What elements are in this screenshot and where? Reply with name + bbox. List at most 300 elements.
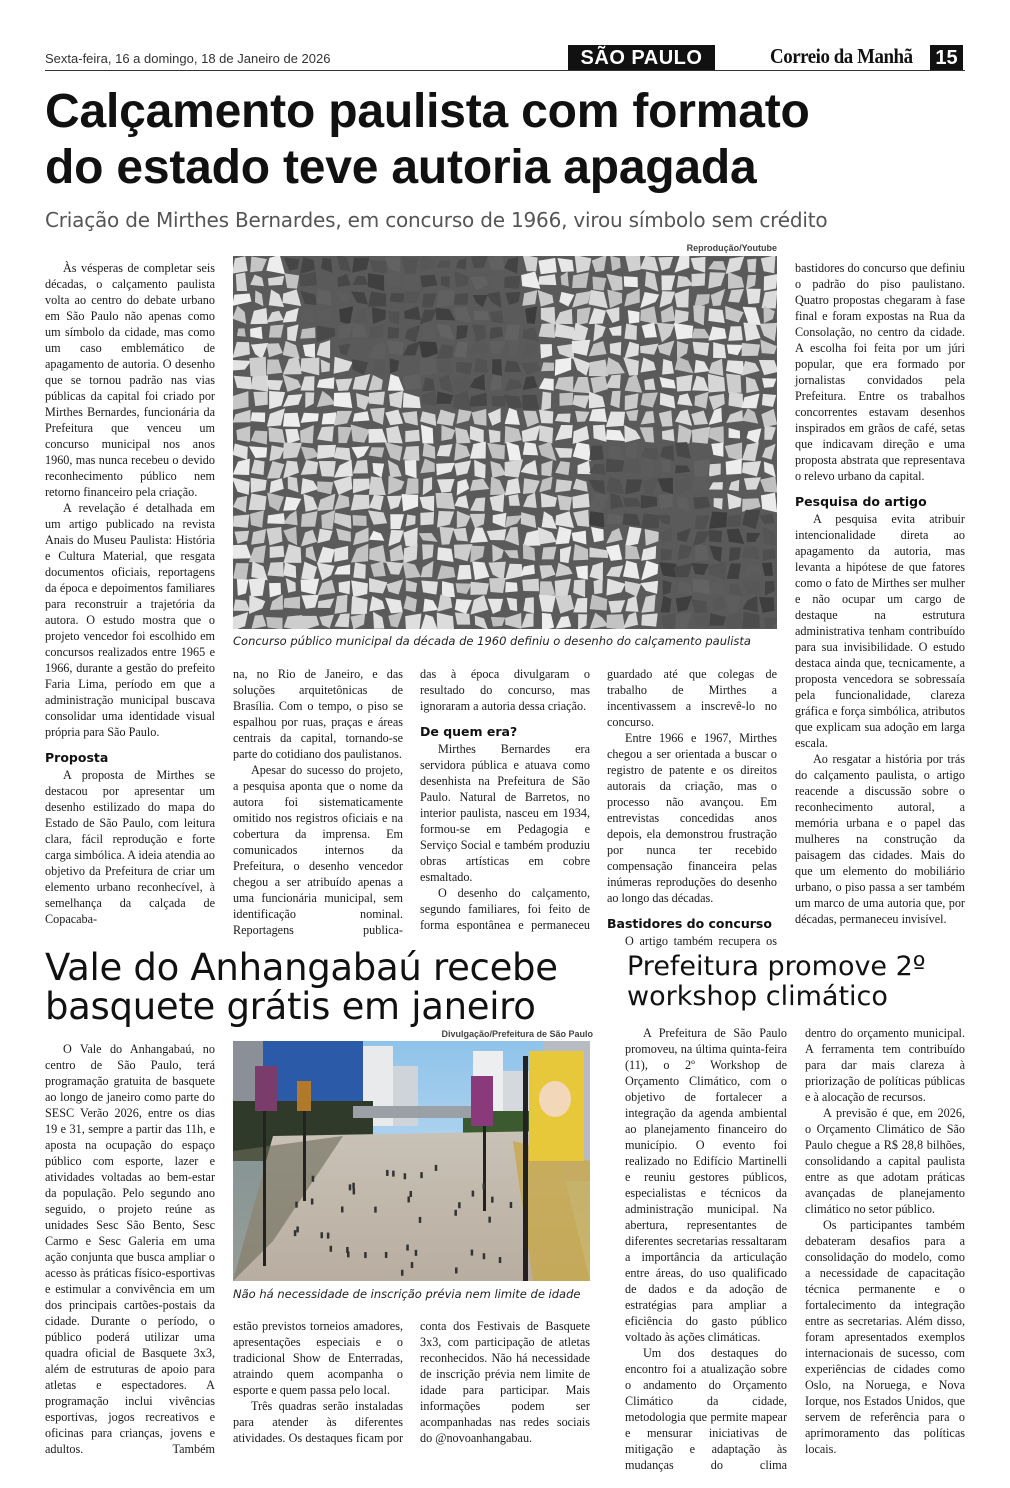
paragraph-continued: estão previstos torneios amadores, apresentações especiais e o tradicional Show de Enterradas, atraindo quem acompanha o esporte e quem passa pelo local. xyxy=(233,1319,403,1397)
cobblestone xyxy=(606,477,624,494)
cobblestone xyxy=(606,528,623,543)
cobblestone xyxy=(659,377,675,389)
cobblestone xyxy=(523,256,538,271)
cobblestone xyxy=(353,479,370,494)
cobblestone xyxy=(728,289,744,303)
cobblestone xyxy=(726,459,742,475)
cobblestone xyxy=(744,477,761,490)
paragraph: O artigo também recupera os xyxy=(625,934,777,948)
cobblestone xyxy=(556,616,572,629)
cobblestone xyxy=(351,580,368,597)
cobblestone xyxy=(301,447,319,460)
cobblestone xyxy=(625,581,641,597)
cobblestone xyxy=(352,446,370,458)
cobblestone xyxy=(269,289,284,307)
cobblestone xyxy=(726,612,744,629)
cobblestone xyxy=(470,276,488,290)
cobblestone xyxy=(509,494,520,505)
section-label: SÃO PAULO xyxy=(568,45,715,71)
cobblestone xyxy=(542,613,554,629)
cobblestone xyxy=(561,272,569,287)
cobblestone xyxy=(436,260,450,267)
cobblestone xyxy=(251,343,268,359)
paragraph-continued: na, no Rio de Janeiro, e das soluções arquitetônicas de Brasília. Com o tempo, o piso se espalhou por ruas, praças e áreas centrais da capital, tornando-se parte do cotidiano dos paulistanos. xyxy=(233,667,403,761)
cobblestone xyxy=(339,581,350,595)
cobblestone xyxy=(742,343,761,356)
cobblestone xyxy=(727,529,745,544)
cobblestone xyxy=(287,324,298,341)
cobblestone xyxy=(436,358,453,373)
paragraph-continued: das à época divulgaram o resultado do concurso, mas ignoraram a autoria dessa criação. xyxy=(420,667,590,713)
pedestrian xyxy=(353,1188,356,1194)
cobblestone xyxy=(555,376,574,392)
cobblestone xyxy=(641,613,657,626)
cobblestone xyxy=(662,359,674,375)
cobblestone xyxy=(421,561,434,577)
cobblestone xyxy=(454,342,468,358)
cobblestone xyxy=(337,274,350,287)
cobblestone xyxy=(317,481,333,494)
cobblestone xyxy=(676,596,693,612)
cobblestone xyxy=(353,528,368,546)
basketball-photo-credit: Divulgação/Prefeitura de São Paulo xyxy=(441,1029,593,1039)
cobblestone xyxy=(541,392,551,411)
cobblestone xyxy=(725,306,744,323)
cobblestone xyxy=(419,341,438,359)
cobblestone xyxy=(727,515,742,527)
cobblestone xyxy=(504,257,518,274)
cobblestone xyxy=(759,360,777,375)
cobblestone xyxy=(658,257,673,271)
cobblestone xyxy=(555,448,573,458)
cobblestone xyxy=(593,425,607,442)
cobblestone xyxy=(437,479,455,493)
cobblestone xyxy=(573,377,591,393)
cobblestone xyxy=(368,429,387,443)
main-subtitle: Criação de Mirthes Bernardes, em concurso de 1966, virou símbolo sem crédito xyxy=(45,208,828,232)
cobblestone xyxy=(317,529,332,544)
cobblestone xyxy=(250,256,267,272)
cobblestone xyxy=(390,544,405,561)
cobblestone xyxy=(251,529,266,545)
cobblestone xyxy=(761,256,776,273)
pedestrian xyxy=(312,1176,315,1182)
cobblestone xyxy=(573,395,590,408)
cobblestone xyxy=(522,395,539,410)
cobblestone xyxy=(625,479,642,494)
cobblestone xyxy=(726,256,745,274)
cobblestone xyxy=(321,359,330,372)
pedestrian xyxy=(311,1199,314,1205)
cobblestone xyxy=(386,426,403,444)
cobblestone xyxy=(334,460,353,478)
cobblestone xyxy=(406,580,417,592)
cobblestone xyxy=(490,494,505,512)
cobblestone xyxy=(249,545,266,563)
cobblestone xyxy=(508,340,520,357)
main-column-3 xyxy=(420,666,590,933)
cobblestone xyxy=(317,340,330,358)
pedestrian xyxy=(392,1171,395,1177)
cobblestone xyxy=(490,477,506,495)
cobblestone xyxy=(557,344,574,359)
cobblestone xyxy=(693,531,710,546)
pedestrian xyxy=(385,1252,388,1258)
cobblestone xyxy=(525,306,537,324)
cobblestone xyxy=(301,530,317,547)
cobblestone xyxy=(708,374,725,393)
paragraph: Os participantes também debateram desafios para a consolidação do modelo, como a necessidade de capacitação técnica permanente e o fortalecimento da integração entre as secretarias. Além disso, foram apresentados exemplos internacionais de sucesso, com experiências de cidades como Oslo, na Noruega, e Nova Iorque, nos Estados Unidos, que servem de referência para o aprimoramento das políticas locais. xyxy=(805,1218,965,1456)
cobblestone xyxy=(267,562,283,577)
cobblestone xyxy=(251,478,267,493)
cobblestone xyxy=(641,546,656,561)
cobblestone xyxy=(267,513,285,524)
section-subheading: Bastidores do concurso xyxy=(607,916,772,931)
cobblestone xyxy=(693,342,710,356)
cobblestone xyxy=(523,478,540,494)
cobblestone xyxy=(678,580,692,594)
cobblestone xyxy=(406,514,416,526)
cobblestone xyxy=(237,328,246,336)
cobblestone xyxy=(437,511,454,527)
cobblestone xyxy=(589,290,608,308)
cobblestone xyxy=(372,463,384,477)
cobblestone xyxy=(711,443,723,457)
pedestrian xyxy=(341,1206,344,1212)
cobblestone xyxy=(623,561,639,580)
cobblestone xyxy=(405,325,420,342)
cobblestone xyxy=(708,327,726,341)
cobblestone xyxy=(317,377,335,388)
cobblestone xyxy=(747,259,756,273)
cobblestone xyxy=(250,327,262,339)
cobblestone xyxy=(283,461,299,479)
cobblestone xyxy=(233,360,251,371)
cobblestone xyxy=(538,290,554,307)
cobblestone xyxy=(283,544,301,563)
cobblestone xyxy=(266,380,283,390)
cobblestone xyxy=(729,547,741,561)
cobblestone xyxy=(765,581,775,596)
pedestrian xyxy=(483,1253,486,1259)
cobblestone xyxy=(285,273,299,288)
cobblestone xyxy=(522,290,537,306)
header-divider xyxy=(45,70,965,71)
cobblestone xyxy=(555,414,571,423)
cobblestone xyxy=(606,375,621,389)
cobblestone xyxy=(589,464,605,475)
cobblestone xyxy=(492,359,502,376)
cobblestone xyxy=(493,513,507,528)
cobblestone xyxy=(269,478,283,493)
cobblestone xyxy=(590,613,609,629)
pedestrian xyxy=(510,1202,513,1208)
cobblestone xyxy=(283,497,301,511)
cobblestone xyxy=(488,408,501,426)
cobblestone xyxy=(709,512,727,529)
cobblestone xyxy=(368,510,387,524)
cobblestone xyxy=(589,408,607,422)
cobblestone xyxy=(390,358,399,373)
cobblestone xyxy=(573,510,589,527)
cobblestone xyxy=(645,272,658,292)
cobblestone xyxy=(317,391,336,407)
pedestrian xyxy=(401,1270,404,1276)
cobblestone xyxy=(319,615,334,628)
paragraph: A pesquisa evita atribuir intencionalidade direta ao apagamento da autoria, mas levanta a hipótese de que fatores como o fato de Mirthes ser mulher e não ocupar um cargo de destaque na estrutura administrativa tenham contribuído para sua invisibilidade. O estudo destaca ainda que, tecnicamente, a proposta vencedora se sobressaía pela funcionalidade, clareza gráfica e força simbólica, atributos que explicam sua adoção em larga escala. xyxy=(795,512,965,750)
cobblestone xyxy=(351,614,366,629)
cobblestone xyxy=(760,323,777,341)
cobblestone xyxy=(521,272,540,289)
cobblestone xyxy=(352,359,368,375)
paragraph: Entre 1966 e 1967, Mirthes chegou a ser orientada a buscar o registro de patente e os direitos autorais da criação, mas o processo não avançou. Em entrevistas concedidas anos depois, ela demonstrou frustração por nunca ter recebido compensação financeira pelas inúmeras reproduções do desenho ao longo das décadas. xyxy=(607,731,777,905)
cobblestone xyxy=(506,292,521,305)
cobblestone xyxy=(487,443,505,459)
cobblestone xyxy=(453,391,471,411)
cobblestone xyxy=(742,408,759,423)
cobblestone xyxy=(490,461,506,478)
cobblestone xyxy=(487,529,507,540)
cobblestone xyxy=(505,478,521,495)
pedestrian xyxy=(294,1230,297,1236)
cobblestone xyxy=(712,596,726,611)
cobblestone xyxy=(322,412,337,424)
pedestrian xyxy=(404,1173,407,1179)
cobblestone xyxy=(624,425,640,442)
cobblestone xyxy=(284,257,300,270)
cobblestone xyxy=(269,445,284,461)
cobblestone xyxy=(353,374,371,390)
cobblestone xyxy=(369,495,384,511)
cobblestone xyxy=(267,461,284,478)
cobblestone xyxy=(660,527,672,543)
cobblestone xyxy=(470,527,488,542)
cobblestone xyxy=(233,612,248,629)
cobblestone xyxy=(353,341,366,357)
cobblestone xyxy=(625,442,638,460)
cobblestone xyxy=(491,617,505,627)
cobblestone xyxy=(321,273,335,291)
cobblestone xyxy=(422,377,434,391)
cobblestone xyxy=(606,412,625,427)
cobblestone xyxy=(352,323,367,337)
cobblestone xyxy=(606,274,622,291)
cobblestone xyxy=(352,276,368,286)
cobblestone xyxy=(742,596,757,612)
cobblestone xyxy=(454,544,473,561)
cobblestone xyxy=(234,531,249,544)
cobblestone xyxy=(708,561,727,580)
cobblestone xyxy=(404,596,417,612)
cobblestone xyxy=(505,613,521,629)
cobblestone xyxy=(504,394,523,408)
cobblestone xyxy=(609,326,622,336)
main-photo-cobblestone xyxy=(233,256,777,629)
cobblestone xyxy=(746,377,759,393)
cobblestone xyxy=(488,562,505,580)
paragraph: Ao resgatar a história por trás do calçamento paulista, o artigo reacende a discussão sobre o reconhecimento autoral, a memória urbana e o papel das mulheres na construção da paisagem das cidades. Mais do que um elemento do mobiliário urbano, o piso passa a ser também um marco de uma autoria que, por décadas, permaneceu invisível. xyxy=(795,752,965,926)
cobblestone xyxy=(759,514,774,524)
cobblestone xyxy=(250,275,264,287)
cobblestone xyxy=(540,344,552,358)
cobblestone xyxy=(490,327,503,339)
main-column-1 xyxy=(45,260,215,927)
cobblestone xyxy=(233,293,251,306)
cobblestone xyxy=(555,425,573,441)
cobblestone xyxy=(437,444,453,456)
pedestrian xyxy=(435,1165,438,1171)
cobblestone xyxy=(233,599,250,611)
cobblestone xyxy=(249,494,267,511)
workshop-headline xyxy=(627,952,972,1012)
pedestrian xyxy=(374,1207,377,1213)
cobblestone xyxy=(318,308,331,321)
cobblestone xyxy=(233,391,249,410)
cobblestone xyxy=(610,256,620,271)
cobblestone xyxy=(317,326,336,343)
cobblestone xyxy=(606,565,623,577)
cobblestone xyxy=(742,461,761,476)
cobblestone xyxy=(624,276,638,287)
cobblestone xyxy=(489,429,501,443)
cobblestone xyxy=(303,344,315,358)
cobblestone xyxy=(711,289,725,306)
cobblestone xyxy=(523,544,535,561)
cobblestone xyxy=(336,378,353,391)
cobblestone xyxy=(266,617,283,629)
cobblestone xyxy=(369,578,387,593)
pedestrian xyxy=(415,1250,418,1256)
cobblestone xyxy=(336,291,351,302)
cobblestone xyxy=(709,426,724,444)
cobblestone xyxy=(388,460,402,477)
cobblestone xyxy=(729,428,741,439)
cobblestone xyxy=(303,494,317,512)
cobblestone xyxy=(369,596,385,611)
main-column-4 xyxy=(607,666,777,949)
cobblestone xyxy=(386,272,400,286)
cobblestone xyxy=(693,306,705,326)
cobblestone xyxy=(759,597,774,613)
cobblestone xyxy=(420,459,435,474)
cobblestone xyxy=(729,584,743,597)
cobblestone xyxy=(283,413,300,427)
cobblestone xyxy=(641,513,659,528)
cobblestone xyxy=(641,392,658,407)
cobblestone xyxy=(573,579,585,597)
cobblestone xyxy=(285,429,300,444)
cobblestone xyxy=(388,374,404,391)
cobblestone xyxy=(727,493,741,509)
cobblestone xyxy=(353,562,366,578)
cobblestone xyxy=(300,291,316,305)
cobblestone xyxy=(589,360,609,377)
cobblestone xyxy=(523,530,540,546)
pedestrian xyxy=(410,1191,413,1197)
cobblestone xyxy=(402,411,418,426)
cobblestone xyxy=(507,598,518,612)
main-photo-caption: Concurso público municipal da década de 1960 definiu o desenho do calçamento paulista xyxy=(233,634,751,648)
cobblestone xyxy=(523,376,538,390)
cobblestone xyxy=(470,582,489,595)
cobblestone xyxy=(251,561,268,580)
cobblestone xyxy=(708,359,723,376)
cobblestone xyxy=(368,273,384,291)
cobblestone xyxy=(640,292,659,308)
cobblestone xyxy=(641,448,659,460)
cobblestone xyxy=(390,514,404,529)
cobblestone xyxy=(388,530,404,546)
cobblestone xyxy=(455,599,472,614)
cobblestone xyxy=(403,446,419,461)
cobblestone xyxy=(742,546,759,560)
cobblestone xyxy=(760,476,777,492)
cobblestone xyxy=(334,513,351,529)
cobblestone xyxy=(334,411,352,426)
cobblestone xyxy=(660,445,674,461)
cobblestone xyxy=(610,342,621,356)
cobblestone xyxy=(661,306,676,323)
cobblestone xyxy=(423,599,438,612)
cobblestone xyxy=(572,493,589,508)
cobblestone xyxy=(267,493,284,511)
cobblestone xyxy=(421,425,434,444)
cobblestone xyxy=(233,514,249,527)
cobblestone xyxy=(453,374,472,391)
cobblestone xyxy=(591,527,604,542)
pedestrian xyxy=(295,1202,298,1208)
cobblestone xyxy=(641,561,658,581)
cobblestone xyxy=(709,613,726,626)
cobblestone xyxy=(283,308,299,323)
pedestrian xyxy=(411,1262,414,1268)
cobblestone xyxy=(675,513,693,526)
cobblestone xyxy=(540,581,556,596)
cobblestone xyxy=(300,425,314,443)
cobblestone xyxy=(283,562,296,578)
cobblestone xyxy=(306,546,317,562)
cobblestone xyxy=(436,308,456,321)
cobblestone xyxy=(403,374,422,390)
cobblestone xyxy=(352,258,369,273)
cobblestone xyxy=(557,495,571,510)
cobblestone xyxy=(369,260,387,274)
cobblestone xyxy=(708,530,722,543)
cobblestone xyxy=(488,599,503,614)
cobblestone xyxy=(351,544,368,563)
cobblestone xyxy=(436,344,453,359)
cobblestone xyxy=(456,583,473,594)
cobblestone xyxy=(305,392,314,408)
cobblestone xyxy=(368,324,383,339)
cobblestone xyxy=(504,276,520,289)
cobblestone xyxy=(640,306,657,324)
cobblestone xyxy=(625,393,639,410)
cobblestone xyxy=(474,358,488,373)
cobblestone xyxy=(283,510,297,525)
cobblestone xyxy=(421,581,438,595)
cobblestone xyxy=(454,272,468,288)
cobblestone xyxy=(504,361,521,373)
cobblestone xyxy=(269,583,281,597)
cobblestone xyxy=(726,374,741,393)
cobblestone xyxy=(538,274,556,285)
cobblestone xyxy=(321,258,332,273)
cobblestone xyxy=(728,326,743,341)
cobblestone xyxy=(659,291,675,307)
cobblestone xyxy=(283,375,302,392)
paragraph-continued: dentro do orçamento municipal. A ferramenta tem contribuído para dar mais clareza à priorização de políticas públicas e à alocação de recursos. xyxy=(805,1026,965,1104)
